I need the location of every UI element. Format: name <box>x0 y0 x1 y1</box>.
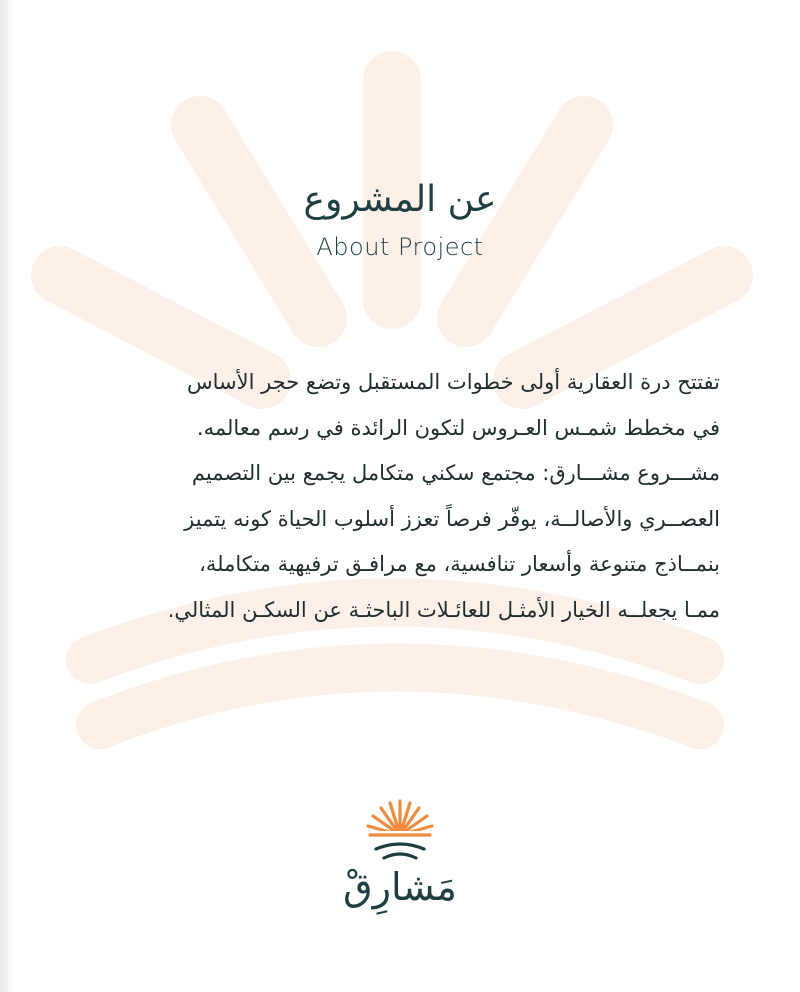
paragraph-line: مشـــروع مشـــارق: مجتمع سكني متكامل يجمع بين التصميم <box>191 461 720 485</box>
paragraph-line: في مخطط شمـس العـروس لتكون الرائدة في رسم معالمه. <box>196 415 720 440</box>
logo-wordmark: مَشارِقْ <box>343 865 457 909</box>
sun-over-waves-icon <box>360 795 440 865</box>
paragraph-line: تفتتح درة العقارية أولى خطوات المستقبل وتضع حجر الأساس <box>186 370 720 394</box>
heading-english: About Project <box>316 233 484 261</box>
paragraph-line: العصــري والأصالــة، يوفّر فرصاً تعزز أسلوب الحياة كونه يتميز <box>184 506 720 531</box>
paragraph-line: ممـا يجعلــه الخيار الأمثـل للعائـلات الباحثـة عن السكـن المثالي. <box>167 597 720 622</box>
heading-arabic: عن المشروع <box>303 179 497 220</box>
about-paragraph <box>100 360 720 633</box>
paragraph-line: بنمــاذج متنوعة وأسعار تنافسية، مع مرافـق ترفيهية متكاملة، <box>199 552 720 576</box>
